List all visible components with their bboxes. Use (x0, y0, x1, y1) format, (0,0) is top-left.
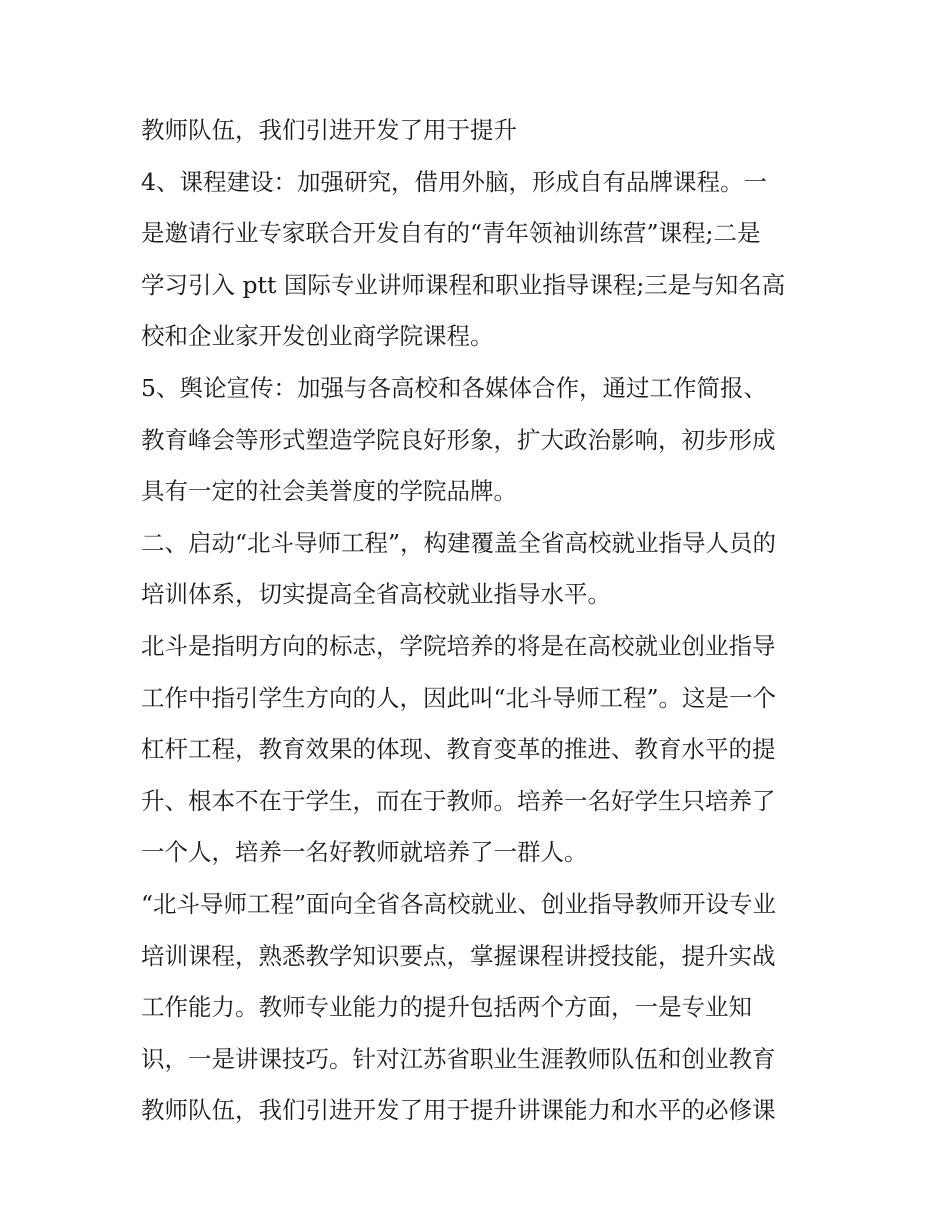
text-line-18: 工作能力。教师专业能力的提升包括两个方面，一是专业知 (141, 993, 752, 1022)
text-line-12: 工作中指引学生方向的人，因此叫“北斗导师工程”。这是一个 (141, 683, 777, 712)
text-line-20: 教师队伍，我们引进开发了用于提升讲课能力和水平的必修课 (141, 1096, 776, 1125)
text-line-4: 学习引入 ptt 国际专业讲师课程和职业指导课程;三是与知名高 (141, 270, 786, 299)
text-line-3: 是邀请行业专家联合开发自有的“青年领袖训练营”课程;二是 (141, 219, 761, 248)
text-line-9: 二、启动“北斗导师工程”，构建覆盖全省高校就业指导人员的 (141, 528, 777, 557)
text-line-19: 识，一是讲课技巧。针对江苏省职业生涯教师队伍和创业教育 (141, 1044, 776, 1073)
text-line-2: 4、课程建设：加强研究，借用外脑，形成自有品牌课程。一 (141, 167, 767, 196)
text-line-16: “北斗导师工程”面向全省各高校就业、创业指导教师开设专业 (141, 889, 777, 918)
text-line-5: 校和企业家开发创业商学院课程。 (141, 322, 494, 351)
text-line-17: 培训课程，熟悉教学知识要点，掌握课程讲授技能，提升实战 (141, 941, 776, 970)
text-line-11: 北斗是指明方向的标志，学院培养的将是在高校就业创业指导 (141, 631, 776, 660)
text-line-10: 培训体系，切实提高全省高校就业指导水平。 (141, 580, 611, 609)
text-line-13: 杠杆工程，教育效果的体现、教育变革的推进、教育水平的提 (141, 735, 776, 764)
text-line-15: 一个人，培养一名好教师就培养了一群人。 (141, 838, 588, 867)
text-line-1: 教师队伍，我们引进开发了用于提升 (141, 116, 517, 144)
text-line-14: 升、根本不在于学生，而在于教师。培养一名好学生只培养了 (141, 786, 776, 815)
text-line-8: 具有一定的社会美誉度的学院品牌。 (141, 477, 517, 506)
document-body (141, 108, 821, 1140)
text-line-7: 教育峰会等形式塑造学院良好形象，扩大政治影响，初步形成 (141, 425, 776, 454)
text-line-6: 5、舆论宣传：加强与各高校和各媒体合作，通过工作简报、 (141, 373, 767, 402)
